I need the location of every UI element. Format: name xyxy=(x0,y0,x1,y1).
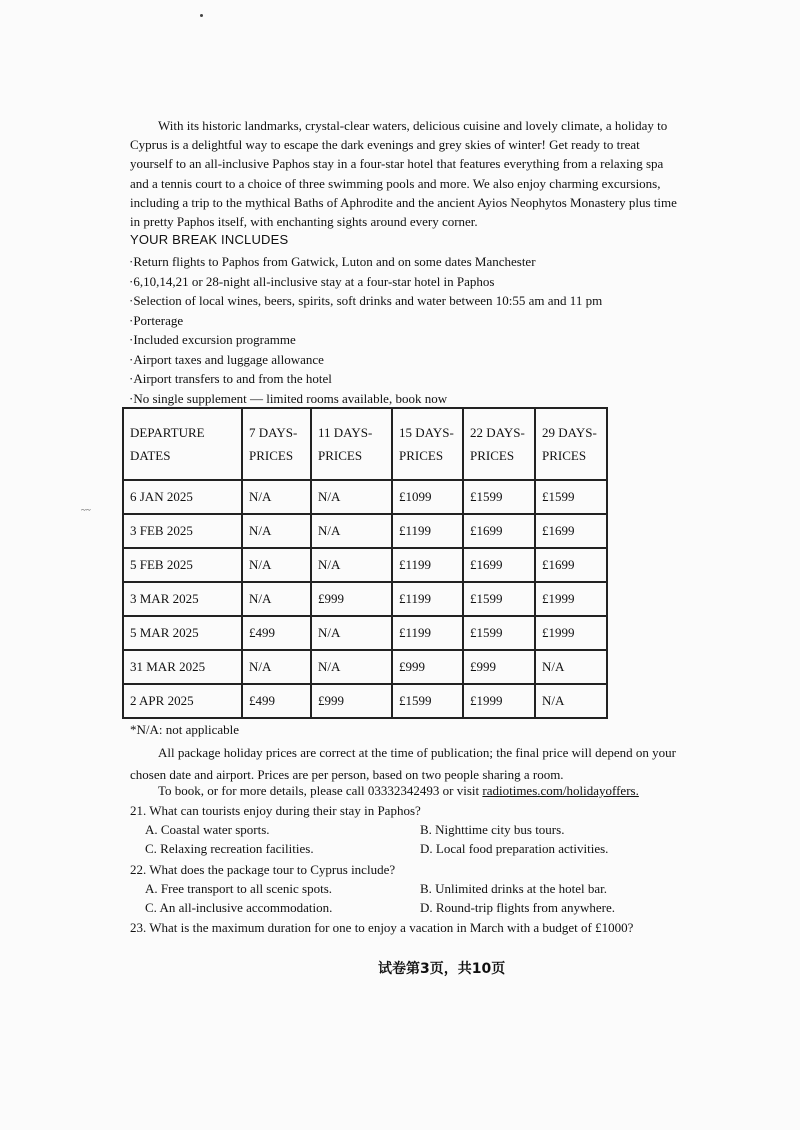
option-21-a[interactable]: A. Coastal water sports. xyxy=(145,822,270,837)
intro-text: With its historic landmarks, crystal-clear waters, delicious cuisine and lovely climate, a holiday to Cyprus is a delightful way to escape the dark evenings and grey skies of winter! Get ready to treat yourself to an all-inclusive Paphos stay in a four-star hotel that features everything from a relaxing spa and a tennis court to a choice of three swimming pools and more. We also enjoy charming excursions, including a trip to the mythical Baths of Aphrodite and the ancient Ayios Neophytos Monastery plus time in pretty Paphos itself, with enchanting sights around every corner. xyxy=(130,118,677,230)
table-cell: £499 xyxy=(242,684,311,718)
table-cell: £1999 xyxy=(535,616,607,650)
table-row xyxy=(123,480,607,514)
includes-heading: YOUR BREAK INCLUDES xyxy=(130,232,289,247)
table-header-cell: 22 DAYS- PRICES xyxy=(463,408,535,480)
table-header-cell: 15 DAYS- PRICES xyxy=(392,408,463,480)
table-header-cell: DEPARTURE DATES xyxy=(123,408,242,480)
list-item: ·Airport taxes and luggage allowance xyxy=(129,351,324,367)
table-cell: 5 MAR 2025 xyxy=(123,616,242,650)
table-cell: £1199 xyxy=(392,616,463,650)
prices-note xyxy=(130,742,690,786)
table-cell: £499 xyxy=(242,616,311,650)
table-cell: N/A xyxy=(535,684,607,718)
list-item: ·Selection of local wines, beers, spirits, soft drinks and water between 10:55 am and 11 pm xyxy=(129,293,603,308)
list-item: ·Airport transfers to and from the hotel xyxy=(129,371,332,386)
option-22-a[interactable]: A. Free transport to all scenic spots. xyxy=(145,881,333,896)
na-note: *N/A: not applicable xyxy=(130,722,240,737)
table-cell: £1699 xyxy=(535,548,607,582)
table-row xyxy=(123,650,607,684)
scan-speck xyxy=(200,14,203,17)
question-21: 21. What can tourists enjoy during their stay in Paphos? xyxy=(130,803,421,818)
table-cell: £1199 xyxy=(392,582,463,616)
table-cell: 2 APR 2025 xyxy=(123,684,242,718)
table-cell: N/A xyxy=(311,480,392,514)
list-item: ·No single supplement — limited rooms available, book now xyxy=(129,390,448,406)
table-cell: N/A xyxy=(242,548,311,582)
list-item: ·6,10,14,21 or 28-night all-inclusive stay at a four-star hotel in Paphos xyxy=(129,273,495,289)
table-row xyxy=(123,616,607,650)
booking-link[interactable]: radiotimes.com/holidayoffers. xyxy=(482,783,639,798)
table-cell: £1999 xyxy=(535,582,607,616)
intro-paragraph xyxy=(130,116,678,231)
table-cell: £1599 xyxy=(392,684,463,718)
option-21-c[interactable]: C. Relaxing recreation facilities. xyxy=(145,841,314,856)
option-21-d[interactable]: D. Local food preparation activities. xyxy=(420,841,609,856)
includes-list xyxy=(129,252,602,408)
table-cell: £1699 xyxy=(535,514,607,548)
question-22: 22. What does the package tour to Cyprus include? xyxy=(130,862,396,877)
table-cell: £1099 xyxy=(392,480,463,514)
table-cell: £1699 xyxy=(463,548,535,582)
table-cell: £1999 xyxy=(463,684,535,718)
list-item: ·Included excursion programme xyxy=(129,332,296,347)
table-cell: N/A xyxy=(242,582,311,616)
table-cell: 3 FEB 2025 xyxy=(123,514,242,548)
table-cell: £1599 xyxy=(535,480,607,514)
option-21-b[interactable]: B. Nighttime city bus tours. xyxy=(420,822,565,837)
booking-text: To book, or for more details, please call 03332342493 or visit xyxy=(158,783,483,798)
table-cell: N/A xyxy=(242,650,311,684)
table-header-cell: 11 DAYS- PRICES xyxy=(311,408,392,480)
table-cell: £1199 xyxy=(392,548,463,582)
option-22-d[interactable]: D. Round-trip flights from anywhere. xyxy=(420,900,615,915)
list-item: ·Porterage xyxy=(129,312,184,328)
margin-mark: ~~ xyxy=(81,505,91,515)
table-cell: 3 MAR 2025 xyxy=(123,582,242,616)
question-23: 23. What is the maximum duration for one to enjoy a vacation in March with a budget of £1000? xyxy=(130,920,634,935)
table-cell: £999 xyxy=(311,684,392,718)
table-cell: 31 MAR 2025 xyxy=(123,650,242,684)
option-22-c[interactable]: C. An all-inclusive accommodation. xyxy=(145,900,333,915)
table-row xyxy=(123,684,607,718)
table-header-row xyxy=(123,408,607,480)
table-cell: N/A xyxy=(311,548,392,582)
table-cell: £1699 xyxy=(463,514,535,548)
list-item: ·Return flights to Paphos from Gatwick, Luton and on some dates Manchester xyxy=(129,254,536,269)
table-row xyxy=(123,514,607,548)
table-cell: 5 FEB 2025 xyxy=(123,548,242,582)
table-cell: £1599 xyxy=(463,616,535,650)
table-cell: £1599 xyxy=(463,582,535,616)
option-22-b[interactable]: B. Unlimited drinks at the hotel bar. xyxy=(420,881,608,896)
prices-note-text: All package holiday prices are correct at the time of publication; the final price will depend on your chosen date and airport. Prices are per person, based on two people sharing a room. xyxy=(130,745,677,782)
table-cell: £999 xyxy=(311,582,392,616)
table-cell: 6 JAN 2025 xyxy=(123,480,242,514)
table-cell: £999 xyxy=(463,650,535,684)
table-cell: £1599 xyxy=(463,480,535,514)
table-cell: N/A xyxy=(535,650,607,684)
table-header-cell: 7 DAYS- PRICES xyxy=(242,408,311,480)
page-footer: 试卷第3页，共10页 xyxy=(378,961,506,977)
table-cell: N/A xyxy=(242,480,311,514)
table-cell: N/A xyxy=(242,514,311,548)
table-cell: N/A xyxy=(311,514,392,548)
table-cell: N/A xyxy=(311,616,392,650)
price-table xyxy=(122,407,608,719)
table-header-cell: 29 DAYS- PRICES xyxy=(535,408,607,480)
booking-line xyxy=(158,783,639,799)
table-row xyxy=(123,548,607,582)
table-cell: N/A xyxy=(311,650,392,684)
table-cell: £1199 xyxy=(392,514,463,548)
table-cell: £999 xyxy=(392,650,463,684)
table-row xyxy=(123,582,607,616)
